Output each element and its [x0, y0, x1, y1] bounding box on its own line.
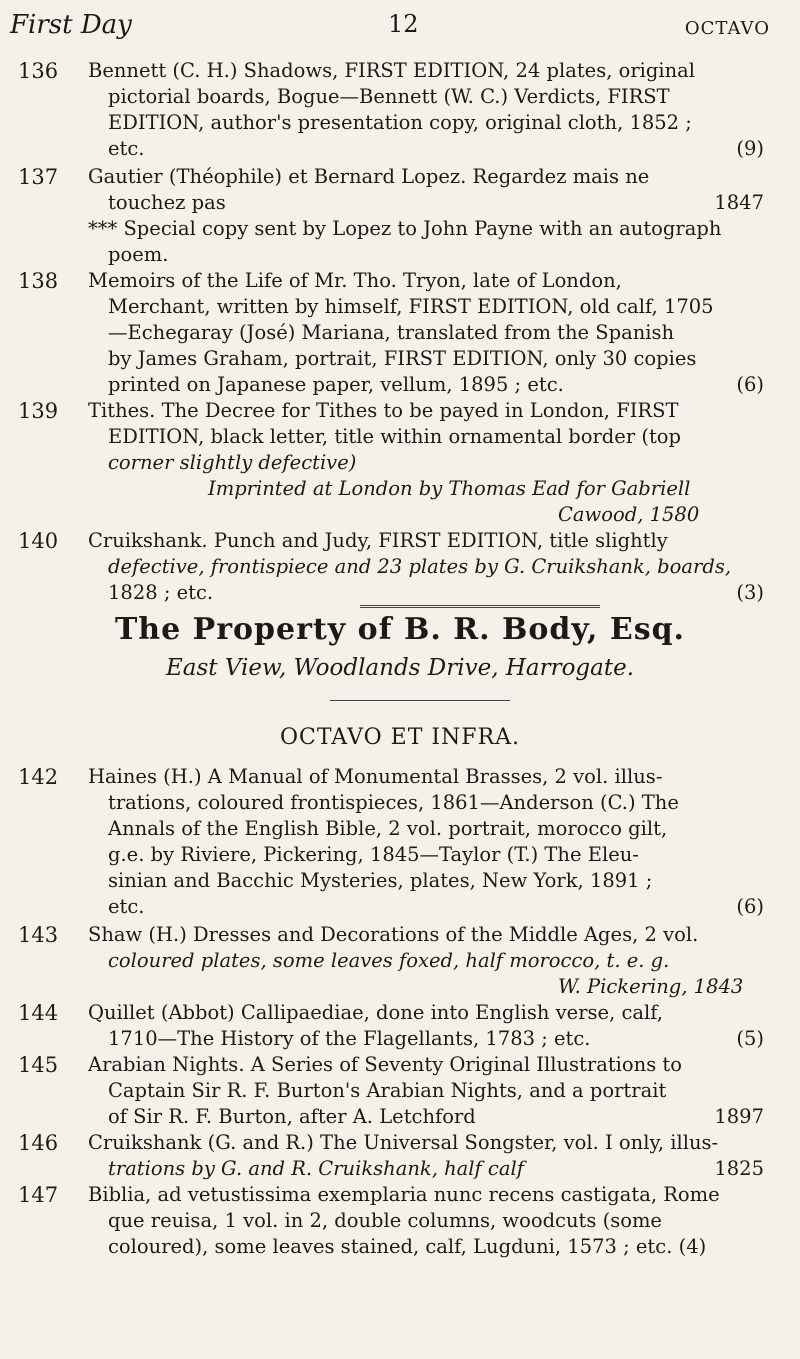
lot-line: Captain Sir R. F. Burton's Arabian Nights, and a portrait: [108, 1079, 667, 1102]
lot-line: Arabian Nights. A Series of Seventy Original Illustrations to: [88, 1053, 682, 1076]
lot-line: Gautier (Théophile) et Bernard Lopez. Regardez mais ne: [88, 165, 650, 188]
lot-line: Haines (H.) A Manual of Monumental Brasses, 2 vol. illus-: [88, 765, 663, 788]
lot-line: coloured), some leaves stained, calf, Lugduni, 1573 ; etc. (4): [108, 1235, 707, 1258]
lot-line: sinian and Bacchic Mysteries, plates, New York, 1891 ;: [108, 869, 653, 892]
lot-description: [88, 528, 764, 606]
lot-line: Cruikshank. Punch and Judy, FIRST EDITION, title slightly: [88, 529, 668, 552]
lot-number: 143: [18, 923, 59, 947]
lot-line: Cruikshank (G. and R.) The Universal Songster, vol. I only, illus-: [88, 1131, 719, 1154]
lot-number: 144: [18, 1001, 59, 1025]
lot-note: poem.: [108, 243, 169, 266]
lot-number: 146: [18, 1131, 59, 1155]
lot-description: [88, 1130, 764, 1182]
lot-description: [88, 58, 764, 162]
lot-line: EDITION, black letter, title within ornamental border (top: [108, 425, 682, 448]
lot-line: coloured plates, some leaves foxed, half morocco, t. e. g.: [108, 949, 670, 972]
lot-quantity: (3): [736, 581, 764, 604]
lot-line: EDITION, author's presentation copy, original cloth, 1852 ;: [108, 111, 692, 134]
lot-year: 1847: [714, 191, 764, 214]
page-header: [0, 10, 800, 50]
lot-line: Merchant, written by himself, FIRST EDITION, old calf, 1705: [108, 295, 714, 318]
lot-line: 1828 ; etc. (3): [108, 581, 764, 604]
lot-line: Biblia, ad vetustissima exemplaria nunc recens castigata, Rome: [88, 1183, 720, 1206]
property-title: The Property of B. R. Body, Esq.: [114, 612, 686, 647]
lot-line: corner slightly defective): [108, 451, 357, 474]
lot-line: printed on Japanese paper, vellum, 1895 ; etc. (6): [108, 373, 764, 396]
lot-line: 1710—The History of the Flagellants, 1783 ; etc. (5): [108, 1027, 764, 1050]
lot-description: [88, 268, 764, 398]
lot-number: 138: [18, 269, 59, 293]
lot-quantity: (5): [736, 1027, 764, 1050]
lot-line: pictorial boards, Bogue—Bennett (W. C.) Verdicts, FIRST: [108, 85, 670, 108]
section-divider: [360, 605, 600, 608]
property-address: East View, Woodlands Drive, Harrogate.: [165, 655, 635, 681]
lot-number: 147: [18, 1183, 59, 1207]
lot-line: Memoirs of the Life of Mr. Tho. Tryon, late of London,: [88, 269, 622, 292]
lot-imprint: W. Pickering, 1843: [558, 975, 744, 998]
lot-line: defective, frontispiece and 23 plates by G. Cruikshank, boards,: [108, 555, 732, 578]
lot-line: trations by G. and R. Cruikshank, half calf 1825: [108, 1157, 764, 1180]
lot-number: 145: [18, 1053, 59, 1077]
lot-line: —Echegaray (José) Mariana, translated from the Spanish: [108, 321, 675, 344]
section-divider: [330, 700, 510, 701]
lot-number: 142: [18, 765, 59, 789]
lot-number: 136: [18, 59, 59, 83]
lot-imprint: Cawood, 1580: [558, 503, 700, 526]
lot-line: Shaw (H.) Dresses and Decorations of the Middle Ages, 2 vol.: [88, 923, 699, 946]
lot-line: g.e. by Riviere, Pickering, 1845—Taylor (T.) The Eleu-: [108, 843, 639, 866]
lot-year: 1825: [714, 1157, 764, 1180]
lot-number: 137: [18, 165, 59, 189]
page-number: 12: [388, 10, 419, 38]
lot-imprint: Imprinted at London by Thomas Ead for Gabriell: [208, 477, 691, 500]
lot-quantity: (6): [736, 895, 764, 918]
lot-number: 140: [18, 529, 59, 553]
lot-description: [88, 1182, 764, 1260]
lot-description: [88, 398, 764, 528]
lot-line: touchez pas 1847: [108, 191, 764, 214]
lot-number: 139: [18, 399, 59, 423]
lot-quantity: (6): [736, 373, 764, 396]
lot-note: *** Special copy sent by Lopez to John Payne with an autograph: [88, 217, 722, 240]
lot-line: by James Graham, portrait, FIRST EDITION, only 30 copies: [108, 347, 697, 370]
format-heading: OCTAVO: [684, 18, 770, 39]
lot-description: [88, 1000, 764, 1052]
lot-description: [88, 1052, 764, 1130]
lot-line: Quillet (Abbot) Callipaediae, done into English verse, calf,: [88, 1001, 663, 1024]
lot-year: 1897: [714, 1105, 764, 1128]
lot-line: trations, coloured frontispieces, 1861—Anderson (C.) The: [108, 791, 679, 814]
lot-line: etc. (6): [108, 895, 764, 918]
section-title: OCTAVO ET INFRA.: [279, 725, 521, 750]
lot-line: of Sir R. F. Burton, after A. Letchford 1897: [108, 1105, 764, 1128]
lot-line: etc. (9): [108, 137, 764, 160]
lot-quantity: (9): [736, 137, 764, 160]
lot-description: [88, 164, 764, 268]
sale-day-heading: First Day: [10, 10, 132, 40]
lot-line: Bennett (C. H.) Shadows, FIRST EDITION, 24 plates, original: [88, 59, 696, 82]
lot-line: que reuisa, 1 vol. in 2, double columns, woodcuts (some: [108, 1209, 662, 1232]
lot-line: Annals of the English Bible, 2 vol. portrait, morocco gilt,: [108, 817, 668, 840]
lot-description: [88, 764, 764, 920]
lot-description: [88, 922, 764, 1000]
lot-line: Tithes. The Decree for Tithes to be payed in London, FIRST: [88, 399, 679, 422]
